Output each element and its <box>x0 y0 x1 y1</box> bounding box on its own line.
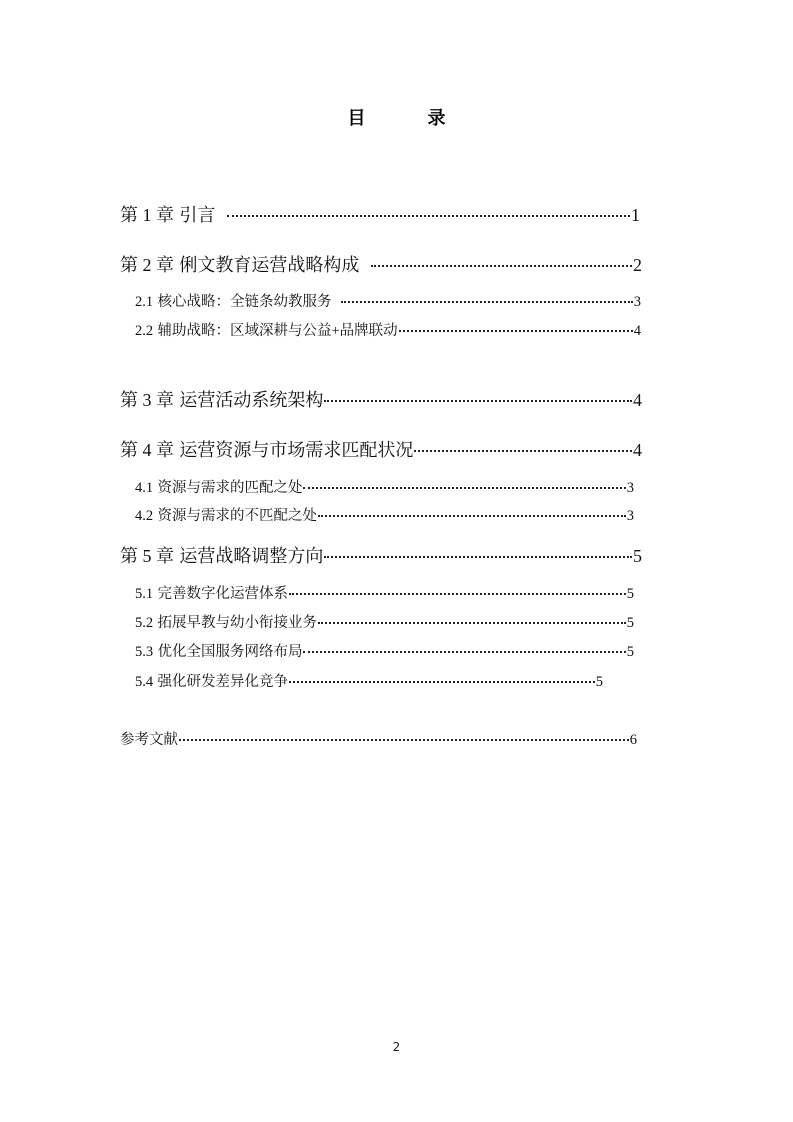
toc-entry-number: 2.1 <box>135 294 154 310</box>
dot-leader <box>324 544 632 562</box>
dot-leader <box>324 388 632 406</box>
toc-entry-section-5-3[interactable] <box>135 640 634 661</box>
toc-entry-number: 5.2 <box>135 615 154 631</box>
dot-leader <box>399 321 633 336</box>
toc-entry-chapter-5[interactable] <box>120 542 642 568</box>
footer-page-number: 2 <box>392 1040 401 1054</box>
toc-entry-section-2-1[interactable] <box>135 290 641 311</box>
toc-entry-page: 3 <box>626 508 634 524</box>
dot-leader <box>303 642 625 657</box>
dot-leader <box>318 506 626 521</box>
toc-entry-page: 2 <box>633 255 642 275</box>
toc-entry-section-5-4[interactable] <box>135 670 603 691</box>
dot-leader <box>341 292 633 307</box>
toc-entry-title: 强化研发差异化竞争 <box>157 674 288 690</box>
toc-entry-section-5-2[interactable] <box>135 611 634 632</box>
toc-entry-page: 5 <box>626 615 634 631</box>
toc-entry-number: 第 3 章 <box>120 390 174 410</box>
toc-entry-page: 4 <box>633 390 642 410</box>
toc-entry-title: 核心战略：全链条幼教服务 <box>157 294 332 310</box>
toc-entry-title: 运营资源与市场需求匹配状况 <box>179 440 414 460</box>
toc-entry-number: 第 5 章 <box>120 546 174 566</box>
toc-entry-title: 参考文献 <box>120 732 178 748</box>
toc-entry-title: 引言 <box>179 205 216 225</box>
toc-entry-number: 第 2 章 <box>120 255 174 275</box>
toc-entry-page: 1 <box>631 205 640 225</box>
toc-entry-page: 3 <box>626 480 634 496</box>
toc-entry-title: 优化全国服务网络布局 <box>157 644 303 660</box>
toc-entry-chapter-4[interactable] <box>120 436 642 462</box>
dot-leader <box>227 203 630 221</box>
dot-leader <box>289 672 595 687</box>
dot-leader <box>371 253 632 271</box>
toc-entry-page: 5 <box>595 674 603 690</box>
toc-entry-page: 6 <box>629 732 637 748</box>
toc-entry-chapter-1[interactable] <box>120 201 640 227</box>
dot-leader <box>318 613 626 628</box>
toc-entry-chapter-3[interactable] <box>120 386 642 412</box>
toc-entry-number: 4.1 <box>135 480 154 496</box>
toc-entry-number: 5.1 <box>135 586 154 602</box>
toc-entry-number: 2.2 <box>135 323 154 339</box>
toc-entry-section-4-1[interactable] <box>135 476 634 497</box>
dot-leader <box>289 584 626 599</box>
toc-entry-page: 3 <box>633 294 641 310</box>
toc-entry-page: 5 <box>633 546 642 566</box>
toc-entry-title: 辅助战略：区域深耕与公益+品牌联动 <box>157 323 398 339</box>
toc-entry-number: 5.3 <box>135 644 154 660</box>
toc-entry-title: 拓展早教与幼小衔接业务 <box>157 615 317 631</box>
toc-entry-title: 运营活动系统架构 <box>179 390 324 410</box>
toc-entry-section-2-2[interactable] <box>135 319 641 340</box>
toc-entry-title: 俐文教育运营战略构成 <box>179 255 360 275</box>
dot-leader <box>179 730 629 745</box>
toc-entry-references[interactable] <box>120 728 637 749</box>
toc-entry-title: 资源与需求的不匹配之处 <box>157 508 317 524</box>
toc-entry-title: 完善数字化运营体系 <box>157 586 288 602</box>
toc-entry-section-5-1[interactable] <box>135 582 634 603</box>
toc-entry-chapter-2[interactable] <box>120 251 642 277</box>
dot-leader <box>303 478 625 493</box>
toc-entry-number: 5.4 <box>135 674 154 690</box>
toc-entry-page: 5 <box>626 644 634 660</box>
toc-entry-page: 4 <box>633 323 641 339</box>
toc-title: 目 录 <box>347 108 468 129</box>
toc-entry-title: 资源与需求的匹配之处 <box>157 480 303 496</box>
toc-entry-number: 4.2 <box>135 508 154 524</box>
toc-entry-page: 5 <box>626 586 634 602</box>
toc-entry-section-4-2[interactable] <box>135 504 634 525</box>
toc-entry-page: 4 <box>633 440 642 460</box>
toc-entry-number: 第 4 章 <box>120 440 174 460</box>
toc-entry-title: 运营战略调整方向 <box>179 546 324 566</box>
toc-entry-number: 第 1 章 <box>120 205 174 225</box>
dot-leader <box>414 438 632 456</box>
